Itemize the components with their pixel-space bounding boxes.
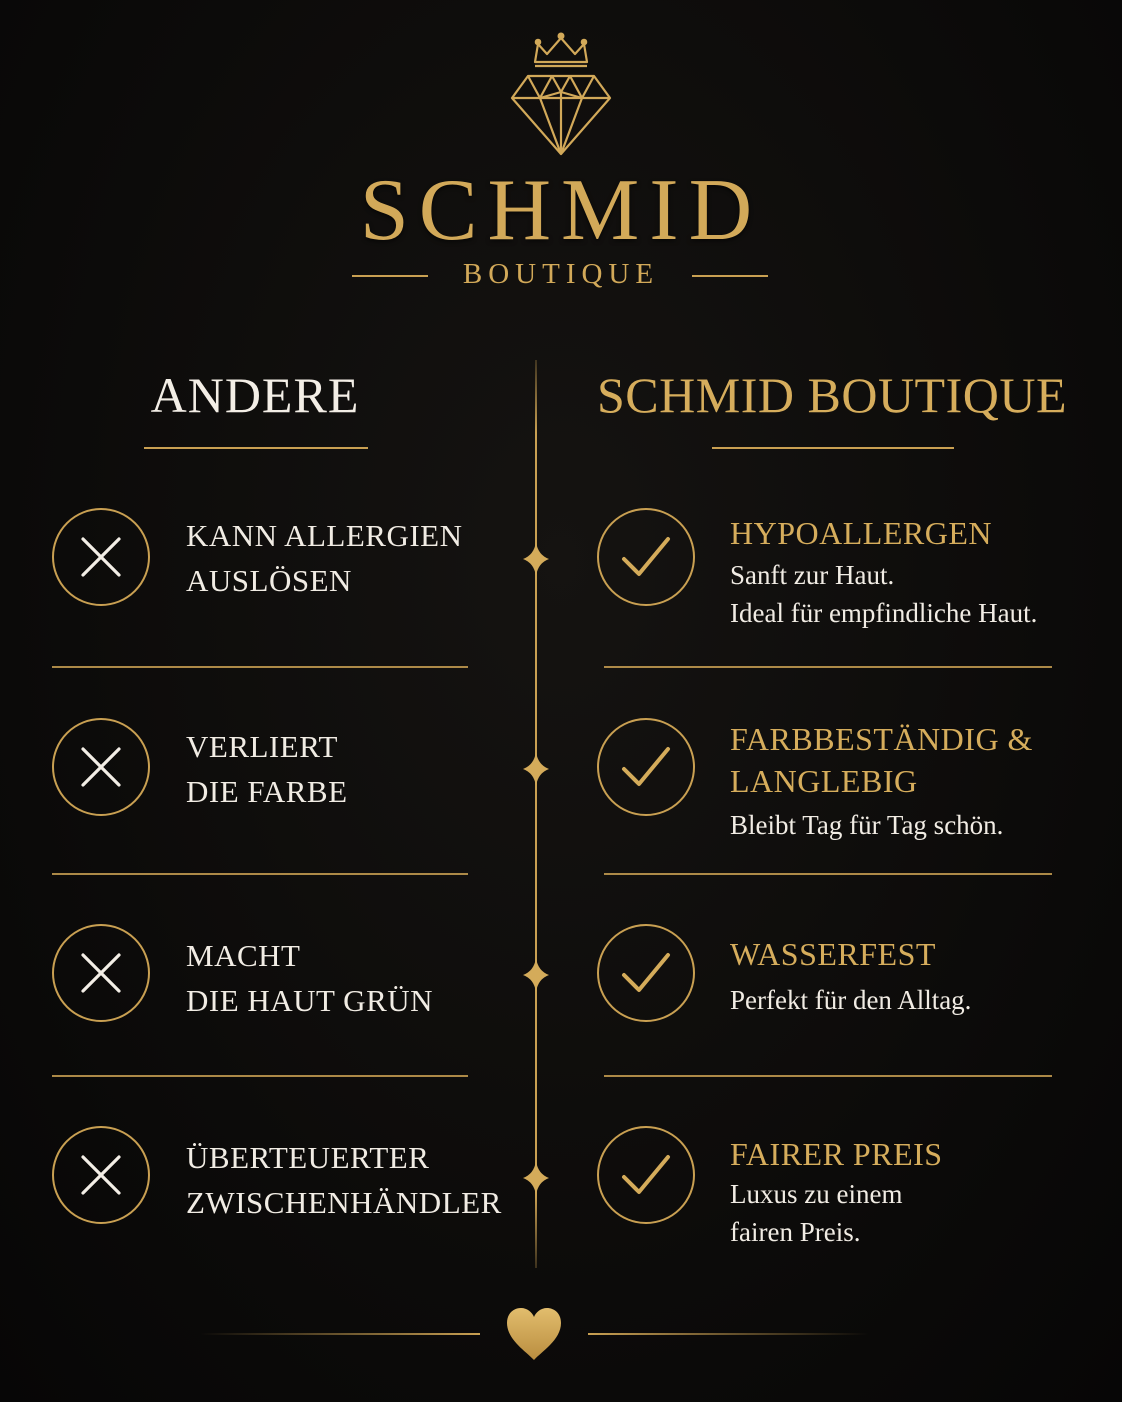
diamond-star-icon: [523, 958, 549, 992]
pro-title: LANGLEBIG: [730, 763, 918, 799]
crown-diamond-icon: [500, 32, 622, 160]
con-line: ÜBERTEUERTER: [186, 1140, 430, 1175]
con-line: AUSLÖSEN: [186, 563, 352, 598]
subtitle-line-right: [692, 275, 768, 277]
x-icon: [79, 535, 123, 579]
con-line: VERLIERT: [186, 729, 338, 764]
pro-description: fairen Preis.: [730, 1217, 861, 1247]
diamond-star-icon: [523, 1161, 549, 1195]
con-badge: [52, 718, 150, 816]
brand-subtitle-block: [0, 258, 1122, 294]
con-line: MACHT: [186, 938, 301, 973]
row-divider-right: [604, 1075, 1052, 1077]
con-line: DIE HAUT GRÜN: [186, 983, 434, 1018]
pro-badge: [597, 1126, 695, 1224]
pro-description: Ideal für empfindliche Haut.: [730, 598, 1038, 628]
x-icon: [79, 951, 123, 995]
pro-description: Bleibt Tag für Tag schön.: [730, 810, 1004, 840]
pro-item: [730, 718, 1033, 844]
column-title-others: ANDERE: [150, 367, 360, 423]
pro-title: FAIRER PREIS: [730, 1136, 943, 1172]
pro-badge: [597, 718, 695, 816]
footer-line-left: [200, 1333, 480, 1335]
row-divider-left: [52, 873, 468, 875]
con-item: [186, 933, 433, 1023]
row-divider-right: [604, 873, 1052, 875]
x-icon: [79, 1153, 123, 1197]
check-icon: [621, 745, 671, 789]
pro-item: [730, 512, 1037, 632]
con-item: [186, 1135, 502, 1225]
row-divider-right: [604, 666, 1052, 668]
center-divider: [535, 360, 537, 1268]
pro-badge: [597, 508, 695, 606]
diamond-star-icon: [523, 752, 549, 786]
footer-line-right: [588, 1333, 868, 1335]
check-icon: [621, 1153, 671, 1197]
pro-badge: [597, 924, 695, 1022]
pro-item: [730, 1133, 943, 1251]
pro-description: Perfekt für den Alltag.: [730, 985, 972, 1015]
diamond-star-icon: [523, 542, 549, 576]
con-badge: [52, 1126, 150, 1224]
con-line: KANN ALLERGIEN: [186, 518, 463, 553]
row-divider-left: [52, 666, 468, 668]
row-divider-left: [52, 1075, 468, 1077]
pro-title: HYPOALLERGEN: [730, 515, 992, 551]
pro-title: FARBBESTÄNDIG &: [730, 721, 1033, 757]
x-icon: [79, 745, 123, 789]
con-item: [186, 513, 463, 603]
con-item: [186, 724, 348, 814]
brand-subtitle: BOUTIQUE: [462, 258, 660, 290]
column-title-underline-right: [712, 447, 954, 449]
con-line: DIE FARBE: [186, 774, 348, 809]
heart-icon: [505, 1306, 563, 1362]
con-badge: [52, 924, 150, 1022]
pro-item: [730, 933, 971, 1019]
pro-title: WASSERFEST: [730, 936, 936, 972]
con-badge: [52, 508, 150, 606]
check-icon: [621, 535, 671, 579]
pro-description: Sanft zur Haut.: [730, 560, 895, 590]
check-icon: [621, 951, 671, 995]
column-title-schmid: SCHMID BOUTIQUE: [597, 367, 1067, 423]
pro-description: Luxus zu einem: [730, 1179, 903, 1209]
con-line: ZWISCHENHÄNDLER: [186, 1185, 502, 1220]
column-title-underline-left: [144, 447, 368, 449]
brand-name: SCHMID: [359, 162, 763, 259]
